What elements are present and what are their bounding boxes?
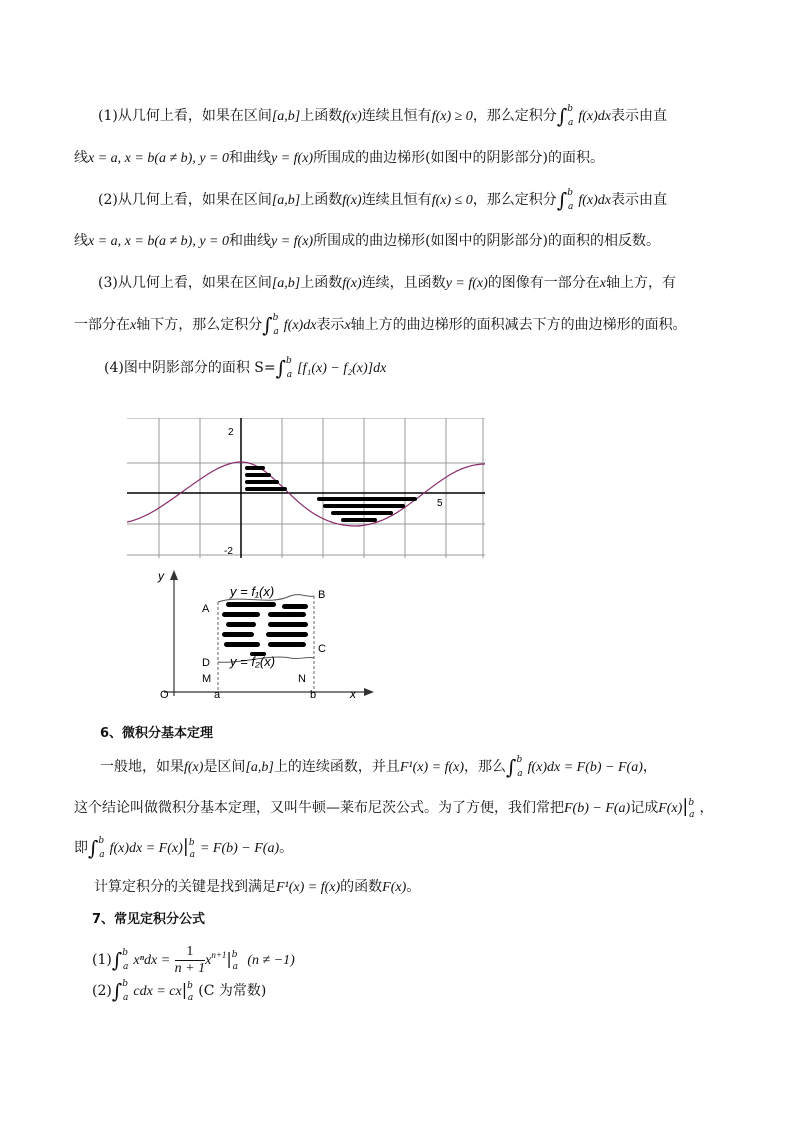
para1-integrand: f(x)dx xyxy=(578,109,612,124)
s6-Fx: F(x) xyxy=(382,880,407,895)
para1-text-b: 上函数 xyxy=(300,108,343,124)
para2-line2-b: 和曲线 xyxy=(229,233,271,249)
para1-condition: f(x) ≥ 0 xyxy=(431,109,473,124)
f1-denominator: n + 1 xyxy=(174,960,206,976)
section6-line1 xyxy=(100,757,657,779)
integral-sign: ∫ xyxy=(262,313,273,337)
section7-formula1 xyxy=(92,938,295,979)
point-A: A xyxy=(202,603,210,615)
f1-label: (1) xyxy=(92,952,112,968)
x-axis-label: x xyxy=(350,687,356,701)
upper-limit: b xyxy=(516,755,523,765)
s6-text-4b: 的函数 xyxy=(340,879,383,895)
para3-curve: y = f(x) xyxy=(445,276,488,291)
para1-line2-b: 和曲线 xyxy=(229,150,271,166)
para3-integrand: f(x)dx xyxy=(283,318,317,333)
x-axis-arrow xyxy=(364,688,374,696)
tick-label-2: 2 xyxy=(228,427,234,438)
upper-limit: b xyxy=(98,836,105,846)
s6-text-4c: 。 xyxy=(406,879,421,895)
s6-text-1d: ，那么 xyxy=(464,759,507,775)
point-a: a xyxy=(214,689,221,701)
para3-interval: [a,b] xyxy=(271,276,301,291)
lower-limit: a xyxy=(273,327,279,337)
para3-x3: x xyxy=(344,318,351,333)
para2-curve: y = f(x) xyxy=(271,234,314,249)
s6-formula: f(x)dx = F(b) − F(a) xyxy=(527,760,643,775)
section6-line4 xyxy=(94,877,420,898)
lower-limit: a xyxy=(689,810,695,820)
point-M: M xyxy=(202,673,212,685)
s6-text-1a: 一般地，如果 xyxy=(100,759,184,775)
s6-text-3end: 。 xyxy=(279,840,294,856)
shaded-region-above xyxy=(245,466,287,491)
para3-text-e: 轴上方，有 xyxy=(606,275,676,291)
integral-sign: ∫ xyxy=(88,836,99,860)
para3-line2-c: 表示 xyxy=(316,317,345,333)
s6-fx: f(x) xyxy=(184,760,204,775)
para2-line2-c: 所围成的曲边梯形(如图中的阴影部分)的面积的相反数。 xyxy=(313,233,661,249)
para2-interval: [a,b] xyxy=(271,193,301,208)
s6-text-2a: 这个结论叫做微积分基本定理，又叫牛顿—莱布尼茨公式。为了方便，我们常把 xyxy=(74,800,564,816)
upper-limit: b xyxy=(688,798,695,808)
upper-limit: b xyxy=(188,838,195,848)
para4-text: (4)图中阴影部分的面积 S= xyxy=(104,360,276,376)
para1-interval: [a,b] xyxy=(271,109,301,124)
lower-limit: a xyxy=(568,202,574,212)
para2-condition: f(x) ≤ 0 xyxy=(431,193,473,208)
para2-fx: f(x) xyxy=(342,193,362,208)
upper-limit: b xyxy=(567,104,573,114)
para3-line2-b: 轴下方，那么定积分 xyxy=(136,317,263,333)
para1-curve: y = f(x) xyxy=(271,151,314,166)
upper-limit: b xyxy=(187,981,193,991)
label-f1: y = f₁(x) xyxy=(230,584,275,599)
para3-x1: x xyxy=(599,276,606,291)
f1-numerator: 1 xyxy=(175,944,205,961)
f2-body: cdx = cx xyxy=(133,984,182,999)
integral-sign: ∫ xyxy=(506,755,517,779)
s6-interval: [a,b] xyxy=(245,760,274,775)
para2-integrand: f(x)dx xyxy=(578,193,612,208)
integral-sign: ∫ xyxy=(556,104,568,128)
para3-text-d: 的图像有一部分在 xyxy=(487,275,600,291)
upper-limit: b xyxy=(122,979,129,989)
s6-formula-rest: = F(b) − F(a) xyxy=(199,841,280,856)
section6-heading: 6、微积分基本定理 xyxy=(100,726,214,741)
shaded-region xyxy=(222,602,308,656)
lower-limit: a xyxy=(123,993,129,1003)
para1-text-d: ，那么定积分 xyxy=(472,108,557,124)
para1-line2-a: 线 xyxy=(74,150,88,166)
f1-integrand: xⁿdx = xyxy=(133,953,171,968)
s6-text-1c: 上的连续函数，并且 xyxy=(273,759,400,775)
s6-text-4a: 计算定积分的关键是找到满足 xyxy=(94,879,276,895)
point-C: C xyxy=(318,643,326,655)
para2-text-b: 上函数 xyxy=(300,192,343,208)
para1-text-a: (1)从几何上看，如果在区间 xyxy=(98,108,272,124)
upper-limit: b xyxy=(231,950,238,960)
lower-limit: a xyxy=(123,962,129,972)
s6-text-1e: ， xyxy=(642,759,657,775)
s6-formula-2: f(x)dx = F(x) xyxy=(109,841,183,856)
point-B: B xyxy=(318,589,326,601)
eval-bar: | xyxy=(181,980,188,999)
integral-sign: ∫ xyxy=(275,356,287,380)
para1-line2 xyxy=(74,148,604,169)
upper-limit: b xyxy=(286,356,292,366)
f1-fraction xyxy=(175,944,205,977)
section7-heading: 7、常见定积分公式 xyxy=(92,912,206,927)
para1-lines: x = a, x = b(a ≠ b), y = 0 xyxy=(88,151,229,166)
upper-limit: b xyxy=(272,313,279,323)
between-curves-graph xyxy=(150,566,380,702)
s6-text-1b: 是区间 xyxy=(203,759,246,775)
para1-line1 xyxy=(98,106,667,128)
f2-label: (2) xyxy=(92,983,112,999)
para2-text-e: 表示由直 xyxy=(611,192,668,208)
para1-fx: f(x) xyxy=(342,109,362,124)
upper-limit: b xyxy=(122,948,129,958)
eval-bar: | xyxy=(182,836,189,857)
section6-line2 xyxy=(74,797,714,820)
para2-text-d: ，那么定积分 xyxy=(472,192,557,208)
section7-formula2 xyxy=(92,980,266,1003)
point-N: N xyxy=(298,673,306,685)
y-axis-arrow xyxy=(170,570,178,580)
point-b: b xyxy=(310,689,317,701)
para2-lines: x = a, x = b(a ≠ b), y = 0 xyxy=(88,234,229,249)
lower-limit: a xyxy=(232,962,238,972)
lower-limit: a xyxy=(189,850,195,860)
s6-text-2c: ， xyxy=(699,800,714,816)
f1-exponent: n+1 xyxy=(211,950,227,960)
integral-sign: ∫ xyxy=(111,948,123,972)
para3-text-a: (3)从几何上看，如果在区间 xyxy=(98,275,272,291)
para1-line2-c: 所围成的曲边梯形(如图中的阴影部分)的面积。 xyxy=(313,150,605,166)
origin-label: O xyxy=(160,689,169,701)
para4-line xyxy=(104,358,386,380)
eval-bar: | xyxy=(682,796,689,817)
s6-deriv: F¹(x) = f(x) xyxy=(399,760,465,775)
point-D: D xyxy=(202,657,210,669)
eval-bar: | xyxy=(226,949,232,968)
lower-limit: a xyxy=(568,118,574,128)
sine-curve xyxy=(127,462,485,526)
section6-line3 xyxy=(74,837,293,860)
upper-limit: b xyxy=(567,188,573,198)
integral-sign: ∫ xyxy=(556,188,568,212)
para2-text-a: (2)从几何上看，如果在区间 xyxy=(98,192,272,208)
lower-limit: a xyxy=(286,370,293,380)
para3-line2-a: 一部分在 xyxy=(74,317,130,333)
s6-text-3a: 即 xyxy=(74,840,88,856)
para2-text-c: 连续且恒有 xyxy=(361,192,432,208)
tick-label-neg2: -2 xyxy=(224,546,233,557)
para3-line2-d: 轴上方的曲边梯形的面积减去下方的曲边梯形的面积。 xyxy=(350,317,687,333)
tick-label-5: 5 xyxy=(437,498,443,509)
s6-bracket: F(x) xyxy=(658,801,683,816)
para3-text-b: 上函数 xyxy=(300,275,343,291)
sine-area-graph xyxy=(127,418,485,558)
label-f2: y = f₂(x) xyxy=(230,654,276,669)
para2-line1 xyxy=(98,190,667,212)
para3-x2: x xyxy=(130,318,137,333)
para3-fx: f(x) xyxy=(342,276,362,291)
f1-x: x xyxy=(205,953,212,968)
para3-line1 xyxy=(98,273,676,294)
f2-note: (C 为常数) xyxy=(198,983,267,999)
para1-text-e: 表示由直 xyxy=(611,108,668,124)
f1-condition: (n ≠ −1) xyxy=(247,953,295,968)
y-axis-label: y xyxy=(158,569,164,583)
para2-line2 xyxy=(74,231,660,252)
lower-limit: a xyxy=(517,769,523,779)
lower-limit: a xyxy=(187,993,194,1003)
para1-text-c: 连续且恒有 xyxy=(361,108,432,124)
para4-integrand: [f₁(x) − f₂(x)]dx xyxy=(297,361,387,376)
integral-sign: ∫ xyxy=(111,979,123,1003)
para3-line2 xyxy=(74,315,687,337)
s6-deriv-2: F¹(x) = f(x) xyxy=(276,880,341,895)
s6-text-2b: 记成 xyxy=(630,800,659,816)
lower-limit: a xyxy=(99,850,105,860)
s6-diff: F(b) − F(a) xyxy=(564,801,631,816)
para2-line2-a: 线 xyxy=(74,233,88,249)
para3-text-c: 连续，且函数 xyxy=(361,275,446,291)
